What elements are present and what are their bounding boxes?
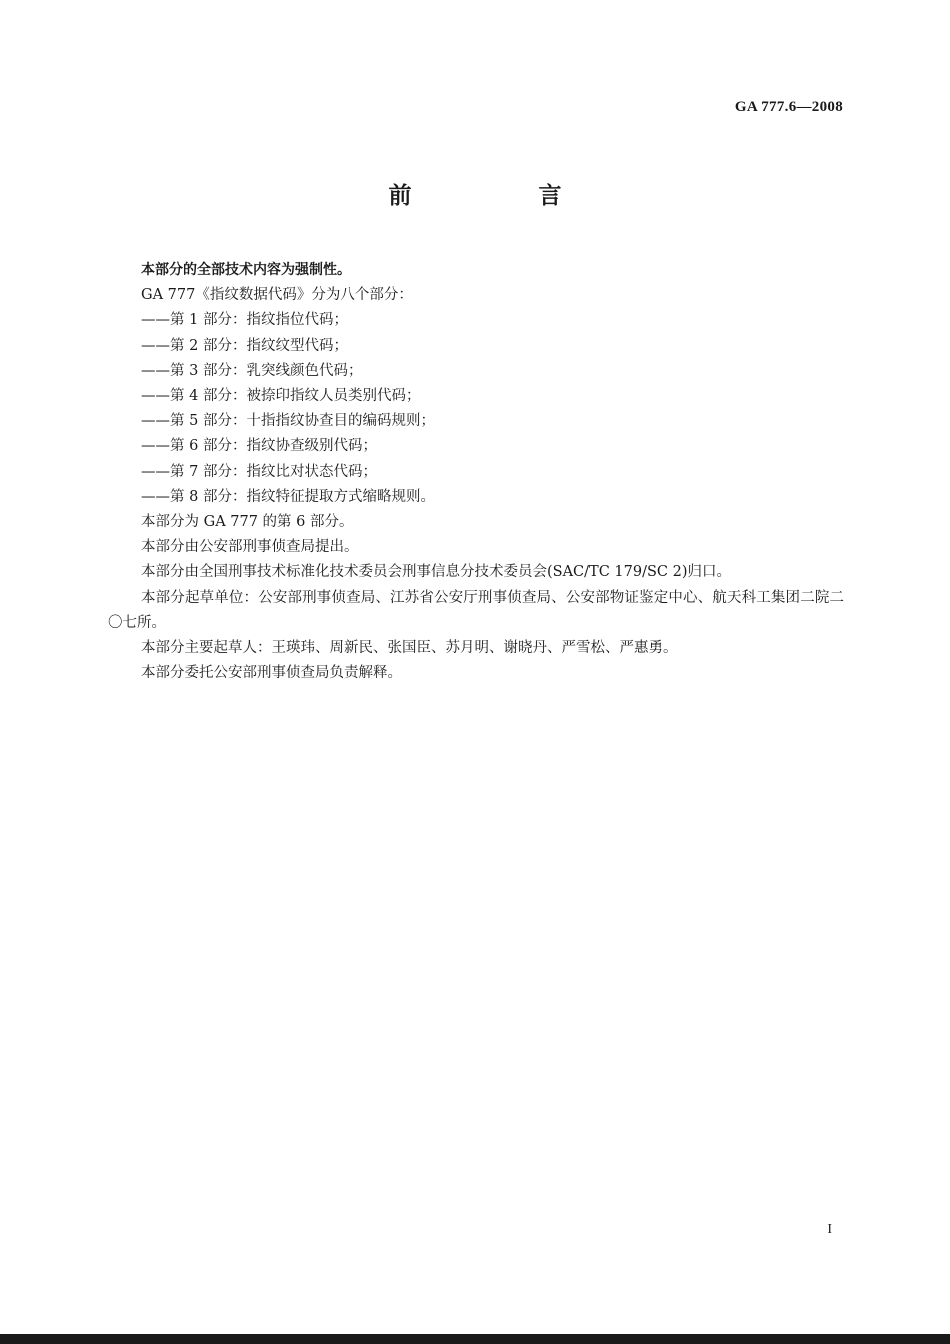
paragraph-centralized-by: 本部分由全国刑事技术标准化技术委员会刑事信息分技术委员会(SAC/TC 179/SC 2)归口。 bbox=[141, 564, 731, 581]
paragraph-drafters: 本部分主要起草人：王瑛玮、周新民、张国臣、苏月明、谢晓丹、严雪松、严惠勇。 bbox=[141, 640, 678, 657]
paragraph-this-part: 本部分为 GA 777 的第 6 部分。 bbox=[141, 514, 354, 531]
foreword-body bbox=[108, 258, 844, 686]
page-title: 前 言 bbox=[388, 183, 614, 209]
standard-code: GA 777.6—2008 bbox=[734, 99, 843, 115]
bottom-border bbox=[0, 1334, 950, 1344]
paragraph-interpretation: 本部分委托公安部刑事侦查局负责解释。 bbox=[141, 665, 402, 682]
list-item-part-6: ——第 6 部分：指纹协查级别代码； bbox=[141, 438, 377, 455]
list-item-part-4: ——第 4 部分：被捺印指纹人员类别代码； bbox=[141, 388, 421, 405]
paragraph-parts-intro: GA 777《指纹数据代码》分为八个部分： bbox=[141, 287, 413, 304]
mandatory-statement: 本部分的全部技术内容为强制性。 bbox=[141, 262, 351, 278]
list-item-part-7: ——第 7 部分：指纹比对状态代码； bbox=[141, 463, 377, 480]
list-item-part-3: ——第 3 部分：乳突线颜色代码； bbox=[141, 362, 363, 379]
page-number: I bbox=[827, 1222, 832, 1237]
list-item-part-8: ——第 8 部分：指纹特征提取方式缩略规则。 bbox=[141, 488, 435, 505]
list-item-part-1: ——第 1 部分：指纹指位代码； bbox=[141, 312, 348, 329]
paragraph-drafting-units: 本部分起草单位：公安部刑事侦查局、江苏省公安厅刑事侦查局、公安部物证鉴定中心、航天科工集团二院二〇七所。 bbox=[108, 589, 844, 631]
list-item-part-5: ——第 5 部分：十指指纹协查目的编码规则； bbox=[141, 413, 435, 430]
list-item-part-2: ——第 2 部分：指纹纹型代码； bbox=[141, 337, 348, 354]
paragraph-proposed-by: 本部分由公安部刑事侦查局提出。 bbox=[141, 539, 359, 556]
